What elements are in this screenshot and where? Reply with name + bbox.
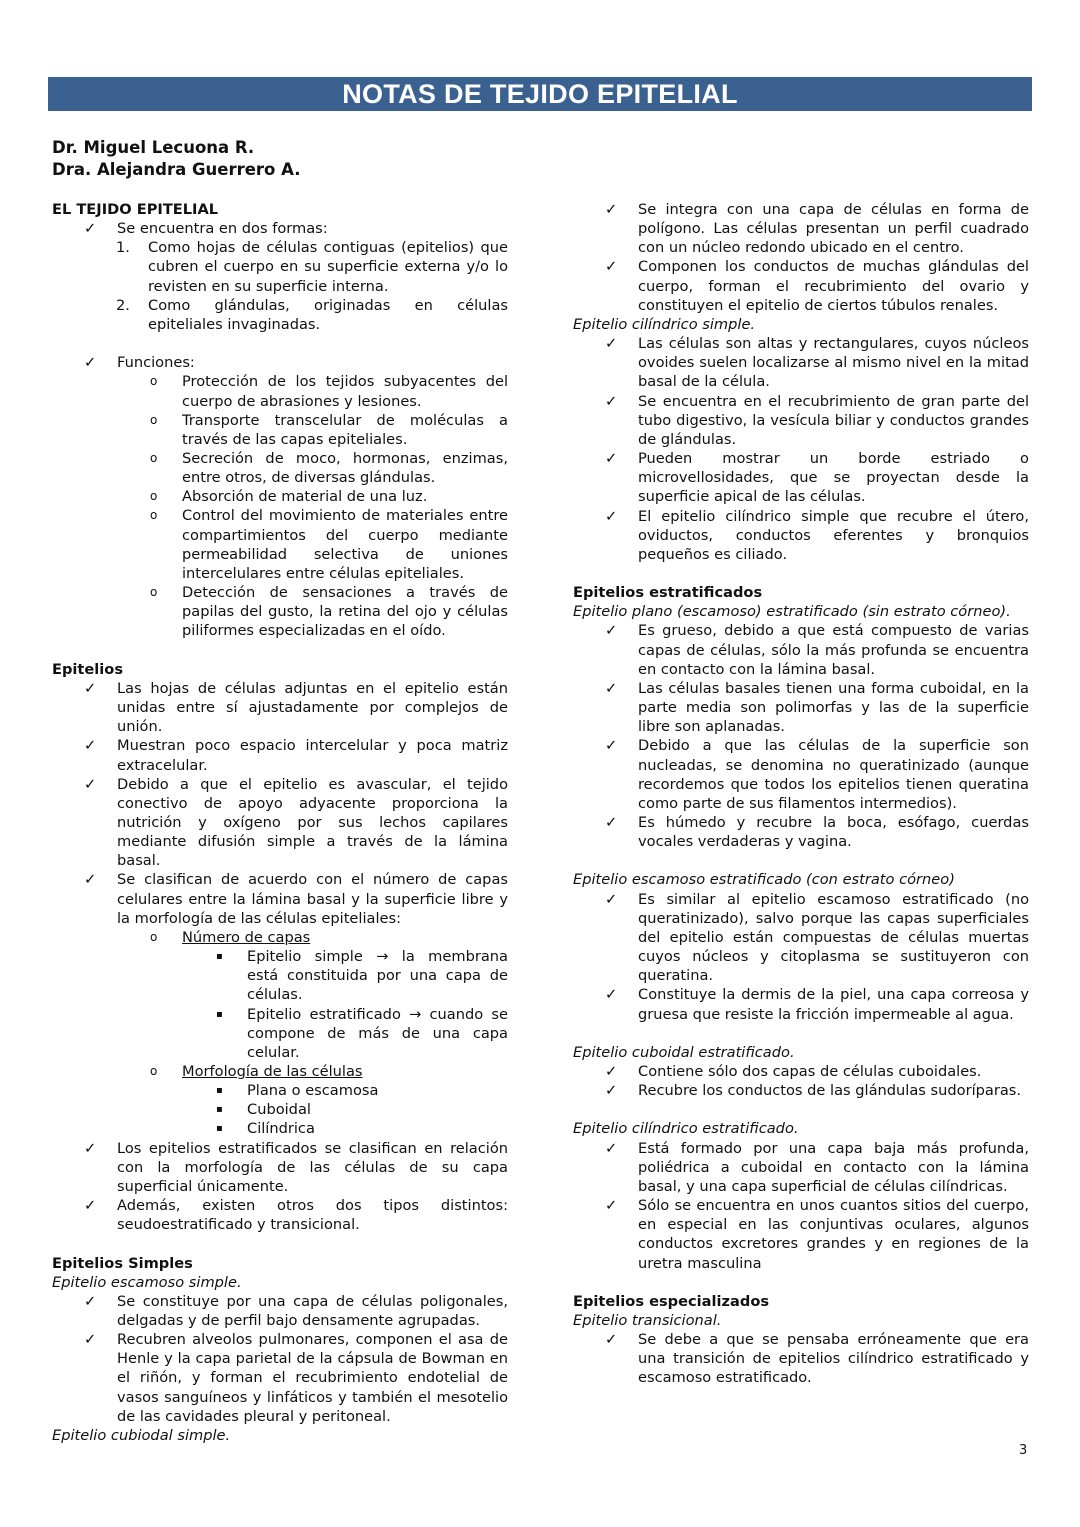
list-item: ✓ Debido a que las células de la superficie son nucleadas, se denomina no queratinizado (aunque recordemos que todos los epitelios tienen queratina como parte de sus filamentos intermedios).	[605, 737, 1029, 812]
list-item: ✓ Es húmedo y recubre la boca, esófago, cuerdas vocales verdaderas y vagina.	[605, 813, 1029, 851]
check-icon: ✓	[605, 1139, 618, 1157]
check-icon: ✓	[84, 1331, 97, 1349]
section-heading-epitelios: Epitelios	[52, 660, 124, 678]
check-icon: ✓	[605, 986, 618, 1004]
left-column	[52, 200, 508, 1445]
list-item: ▪ Plana o escamosa	[216, 1082, 379, 1100]
list-item: 2. Como glándulas, originadas en células epiteliales invaginadas.	[116, 296, 508, 333]
check-icon: ✓	[605, 450, 618, 468]
circle-bullet-icon: o	[150, 374, 158, 389]
check-icon: ✓	[605, 737, 618, 755]
circle-bullet-icon: o	[150, 508, 158, 523]
list-item: ▪ Epitelio estratificado → cuando se compone de más de una capa celular.	[216, 1005, 508, 1061]
check-icon: ✓	[84, 1139, 97, 1157]
list-item: ✓ Las células son altas y rectangulares, cuyos núcleos ovoides suelen localizarse al mismo nivel en la mitad basal de la célula.	[605, 335, 1029, 391]
check-icon: ✓	[605, 622, 618, 640]
list-item: ✓ Se constituye por una capa de células poligonales, delgadas y de perfil bajo densamente agrupadas.	[84, 1292, 508, 1330]
author-1: Dr. Miguel Lecuona R.	[52, 138, 255, 157]
square-bullet-icon: ▪	[216, 1123, 223, 1135]
check-icon: ✓	[605, 813, 618, 831]
list-item: ✓ Debido a que el epitelio es avascular, el tejido conectivo de apoyo adyacente proporciona la nutrición y oxígeno por sus lechos capilares mediante difusión simple a través de la lámina basal.	[84, 775, 508, 870]
list-item: o Número de capas	[150, 928, 311, 946]
list-item: ✓ Además, existen otros dos tipos distintos: seudoestratificado y transicional.	[84, 1197, 508, 1234]
circle-bullet-icon: o	[150, 585, 158, 600]
list-item: ✓ Constituye la dermis de la piel, una capa correosa y gruesa que resiste la fricción impermeable al agua.	[605, 986, 1029, 1023]
circle-bullet-icon: o	[150, 1064, 158, 1078]
check-icon: ✓	[84, 354, 97, 372]
check-icon: ✓	[84, 775, 97, 793]
list-item: ✓ Funciones:	[84, 354, 195, 372]
list-item: ✓ Las células basales tienen una forma cuboidal, en la parte media son polimorfas y las de la superficie libre son aplanadas.	[605, 679, 1029, 736]
right-column	[573, 200, 1029, 1388]
number-marker: 2.	[116, 296, 130, 314]
section-heading-especializados: Epitelios especializados	[573, 1292, 770, 1310]
page-number: 3	[1019, 1443, 1028, 1458]
list-item: ✓ Sólo se encuentra en unos cuantos sitios del cuerpo, en especial en las conjuntivas oculares, algunos conductos excretores grandes y en regiones de la uretra masculina	[605, 1197, 1029, 1272]
square-bullet-icon: ▪	[216, 1008, 223, 1020]
list-item: ✓ Está formado por una capa baja más profunda, poliédrica a cuboidal en contacto con la lámina basal, y una capa superficial de células cilíndricas.	[605, 1139, 1029, 1195]
check-icon: ✓	[605, 335, 618, 353]
check-icon: ✓	[605, 1197, 618, 1215]
list-item: ✓ Se debe a que se pensaba erróneamente que era una transición de epitelios cilíndrico estratificado y escamoso estratificado.	[605, 1331, 1029, 1387]
square-bullet-icon: ▪	[216, 1104, 223, 1116]
subheading-cilindrico-estratificado: Epitelio cilíndrico estratificado.	[573, 1120, 799, 1138]
subheading-cilindrico-simple: Epitelio cilíndrico simple.	[573, 315, 756, 333]
check-icon: ✓	[84, 871, 97, 889]
square-bullet-icon: ▪	[216, 951, 223, 963]
list-item: ✓ Componen los conductos de muchas glándulas del cuerpo, forman el recubrimiento del ovario y constituyen el epitelio de ciertos túbulos renales.	[605, 258, 1029, 314]
list-item: o Morfología de las células	[150, 1063, 363, 1080]
list-item: ✓ Se clasifican de acuerdo con el número de capas celulares entre la lámina basal y la superficie libre y la morfología de las células epiteliales:	[84, 871, 508, 927]
list-item: ▪ Epitelio simple → la membrana está constituida por una capa de células.	[216, 948, 508, 1004]
check-icon: ✓	[605, 1331, 618, 1349]
list-item: ▪ Cuboidal	[216, 1101, 311, 1119]
subheading-cuboidal-estratificado: Epitelio cuboidal estratificado.	[573, 1043, 795, 1061]
subheading-con-estrato-corneo: Epitelio escamoso estratificado (con estrato córneo)	[573, 871, 955, 889]
section-heading-epitelios-simples: Epitelios Simples	[52, 1254, 193, 1272]
subheading-cuboidal-simple: Epitelio cubiodal simple.	[52, 1426, 231, 1444]
circle-bullet-icon: o	[150, 489, 158, 504]
subheading-plano-estratificado: Epitelio plano (escamoso) estratificado (sin estrato córneo).	[573, 603, 1011, 621]
subheading-transicional: Epitelio transicional.	[573, 1311, 722, 1329]
square-bullet-icon: ▪	[216, 1085, 223, 1097]
check-icon: ✓	[605, 890, 618, 908]
list-item: o Transporte transcelular de moléculas a través de las capas epiteliales.	[150, 411, 508, 448]
check-icon: ✓	[84, 737, 97, 755]
circle-bullet-icon: o	[150, 412, 158, 427]
number-marker: 1.	[116, 239, 130, 257]
list-item: o Control del movimiento de materiales entre compartimientos del cuerpo mediante permeabilidad selectiva de uniones intercelulares entre células epiteliales.	[150, 507, 508, 582]
list-item: ✓ Recubren alveolos pulmonares, componen el asa de Henle y la capa parietal de la cápsula de Bowman en el riñón, y forman el recubrimiento endotelial de vasos sanguíneos y linfáticos y también el mesotelio de las cavidades pleural y peritoneal.	[84, 1331, 508, 1425]
list-item: ✓ Recubre los conductos de las glándulas sudoríparas.	[605, 1082, 1022, 1100]
list-item: o Secreción de moco, hormonas, enzimas, entre otros, de diversas glándulas.	[150, 450, 508, 487]
section-heading-estratificados: Epitelios estratificados	[573, 584, 763, 602]
author-2: Dra. Alejandra Guerrero A.	[52, 159, 301, 179]
check-icon: ✓	[84, 220, 97, 238]
authors	[52, 137, 300, 180]
list-item: o Absorción de material de una luz.	[150, 488, 428, 506]
check-icon: ✓	[84, 1292, 97, 1310]
check-icon: ✓	[84, 1197, 97, 1215]
list-item: ✓ Es grueso, debido a que está compuesto de varias capas de células, sólo la más profunda se encuentra en contacto con la lámina basal.	[605, 622, 1029, 678]
check-icon: ✓	[605, 679, 618, 697]
circle-bullet-icon: o	[150, 929, 158, 944]
list-item: ▪ Cilíndrica	[216, 1120, 315, 1138]
section-heading-tejido-epitelial: EL TEJIDO EPITELIAL	[52, 201, 219, 218]
page-title-banner: NOTAS DE TEJIDO EPITELIAL	[48, 77, 1032, 111]
list-item: ✓ Se integra con una capa de células en forma de polígono. Las células presentan un perfil cuadrado con un núcleo redondo ubicado en el centro.	[605, 201, 1029, 257]
check-icon: ✓	[605, 392, 618, 410]
list-item: o Protección de los tejidos subyacentes del cuerpo de abrasiones y lesiones.	[150, 373, 508, 410]
check-icon: ✓	[605, 1062, 618, 1080]
check-icon: ✓	[605, 1082, 618, 1100]
list-item: ✓ El epitelio cilíndrico simple que recubre el útero, oviductos, conductos eferentes y bronquios pequeños es ciliado.	[605, 507, 1029, 563]
check-icon: ✓	[605, 258, 618, 276]
list-item: ✓ Los epitelios estratificados se clasifican en relación con la morfología de las células de su capa superficial únicamente.	[84, 1139, 508, 1195]
circle-bullet-icon: o	[150, 451, 158, 466]
list-item: 1. Como hojas de células contiguas (epitelios) que cubren el cuerpo en su superficie externa y/o lo revisten en su superficie interna.	[116, 239, 508, 295]
list-item: ✓ Se encuentra en el recubrimiento de gran parte del tubo digestivo, la vesícula biliar y conductos grandes de glándulas.	[605, 392, 1029, 448]
list-item: ✓ Pueden mostrar un borde estriado o microvellosidades, que se proyectan desde la superficie apical de las células.	[605, 450, 1029, 506]
check-icon: ✓	[605, 201, 618, 218]
list-item: ✓ Las hojas de células adjuntas en el epitelio están unidas entre sí ajustadamente por complejos de unión.	[84, 679, 508, 736]
list-item: ✓ Muestran poco espacio intercelular y poca matriz extracelular.	[84, 737, 508, 774]
list-item: ✓ Es similar al epitelio escamoso estratificado (no queratinizado), salvo porque las capas superficiales del epitelio están compuestas de células muertas cuyos núcleos y citoplasma se sustituyeron con queratina.	[605, 890, 1029, 985]
list-item: o Detección de sensaciones a través de papilas del gusto, la retina del ojo y células piliformes especializadas en el oído.	[150, 584, 508, 640]
list-item: ✓ Contiene sólo dos capas de células cuboidales.	[605, 1062, 982, 1080]
check-icon: ✓	[84, 679, 97, 697]
subheading-escamoso-simple: Epitelio escamoso simple.	[52, 1273, 242, 1291]
check-icon: ✓	[605, 507, 618, 525]
list-item: ✓ Se encuentra en dos formas:	[84, 220, 328, 238]
